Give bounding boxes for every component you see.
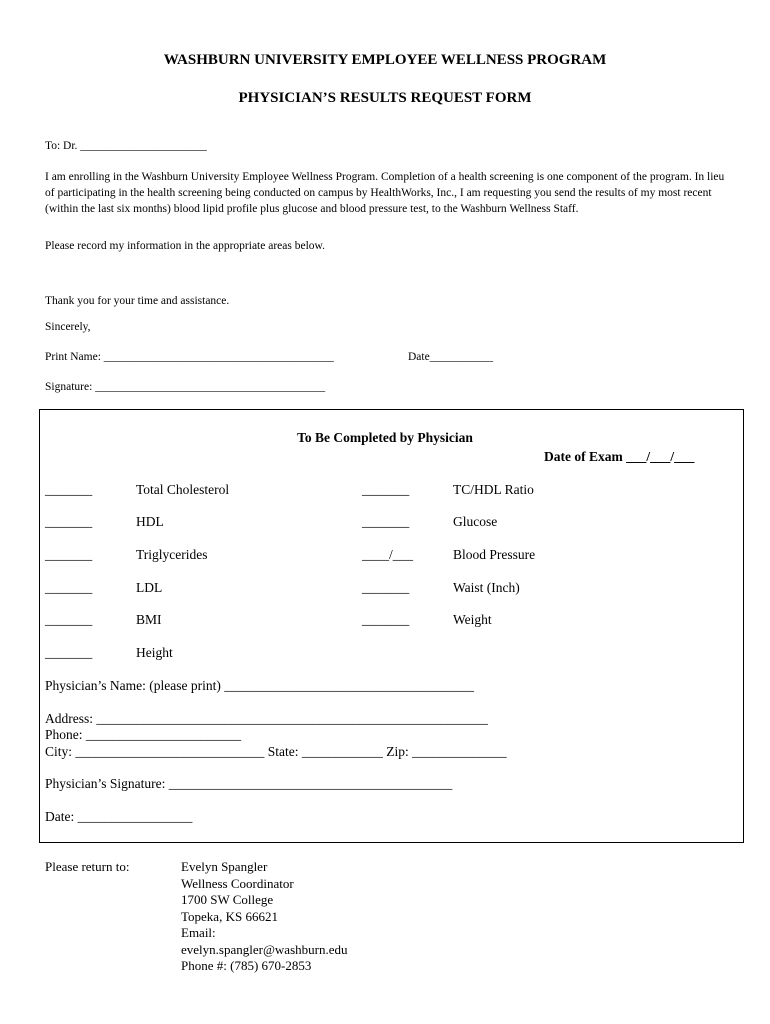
bmi-label: BMI — [136, 612, 162, 627]
bmi-blank[interactable]: _______ — [45, 612, 93, 627]
exam-date-field[interactable]: Date of Exam ___/___/___ — [544, 449, 695, 464]
to-doctor-line: To: Dr. ______________________ — [45, 140, 207, 152]
ldl-label: LDL — [136, 580, 163, 595]
physician-signature-field[interactable]: Physician’s Signature: __________________________________________ — [45, 776, 453, 791]
phone-field[interactable]: Phone: _______________________ — [45, 727, 242, 742]
glucose-blank[interactable]: _______ — [362, 514, 410, 529]
letter-body: I am enrolling in the Washburn University Employee Wellness Program. Completion of a health screening is one component of the program. In lieu of participating in the health screening being conducted on campus by HealthWorks, Inc., I am requesting you send the results of my most recent (within the last six months) blood lipid profile plus glucose and blood pressure test, to the Washburn Wellness Staff. — [45, 171, 725, 215]
signature-field[interactable]: Signature: ________________________________________ — [45, 381, 326, 393]
hdl-label: HDL — [136, 514, 164, 529]
triglycerides-label: Triglycerides — [136, 547, 208, 562]
date-field[interactable]: Date___________ — [408, 351, 493, 363]
closing-text: Sincerely, — [45, 321, 91, 333]
blood-pressure-label: Blood Pressure — [453, 547, 536, 562]
return-phone: Phone #: (785) 670-2853 — [181, 958, 312, 973]
city-state-zip-field[interactable]: City: ____________________________ State: ____________ Zip: ______________ — [45, 744, 507, 759]
weight-blank[interactable]: _______ — [362, 612, 410, 627]
hdl-blank[interactable]: _______ — [45, 514, 93, 529]
return-street: 1700 SW College — [181, 892, 274, 907]
print-name-field[interactable]: Print Name: ________________________________________ — [45, 351, 334, 363]
tc-hdl-ratio-label: TC/HDL Ratio — [453, 482, 534, 497]
ldl-blank[interactable]: _______ — [45, 580, 93, 595]
waist-blank[interactable]: _______ — [362, 580, 410, 595]
form-title-line1: WASHBURN UNIVERSITY EMPLOYEE WELLNESS PROGRAM — [163, 52, 607, 68]
thanks-text: Thank you for your time and assistance. — [45, 295, 230, 307]
return-email-label: Email: — [181, 925, 216, 940]
return-to-label: Please return to: — [45, 859, 130, 874]
total-cholesterol-blank[interactable]: _______ — [45, 482, 93, 497]
triglycerides-blank[interactable]: _______ — [45, 547, 93, 562]
glucose-label: Glucose — [453, 514, 498, 529]
height-blank[interactable]: _______ — [45, 645, 93, 660]
physician-section-heading: To Be Completed by Physician — [297, 430, 473, 445]
return-title: Wellness Coordinator — [181, 876, 294, 891]
form-title-line2: PHYSICIAN’S RESULTS REQUEST FORM — [238, 90, 532, 106]
instruction-text: Please record my information in the appropriate areas below. — [45, 240, 325, 252]
return-name: Evelyn Spangler — [181, 859, 268, 874]
weight-label: Weight — [453, 612, 492, 627]
height-label: Height — [136, 645, 173, 660]
address-field[interactable]: Address: __________________________________________________________ — [45, 711, 488, 726]
physician-name-field[interactable]: Physician’s Name: (please print) _____________________________________ — [45, 678, 474, 693]
tc-hdl-ratio-blank[interactable]: _______ — [362, 482, 410, 497]
return-email-address[interactable]: evelyn.spangler@washburn.edu — [181, 942, 348, 957]
physician-date-field[interactable]: Date: _________________ — [45, 809, 193, 824]
return-city: Topeka, KS 66621 — [181, 909, 278, 924]
blood-pressure-blank[interactable]: ____/___ — [362, 547, 414, 562]
total-cholesterol-label: Total Cholesterol — [136, 482, 230, 497]
waist-label: Waist (Inch) — [453, 580, 520, 595]
